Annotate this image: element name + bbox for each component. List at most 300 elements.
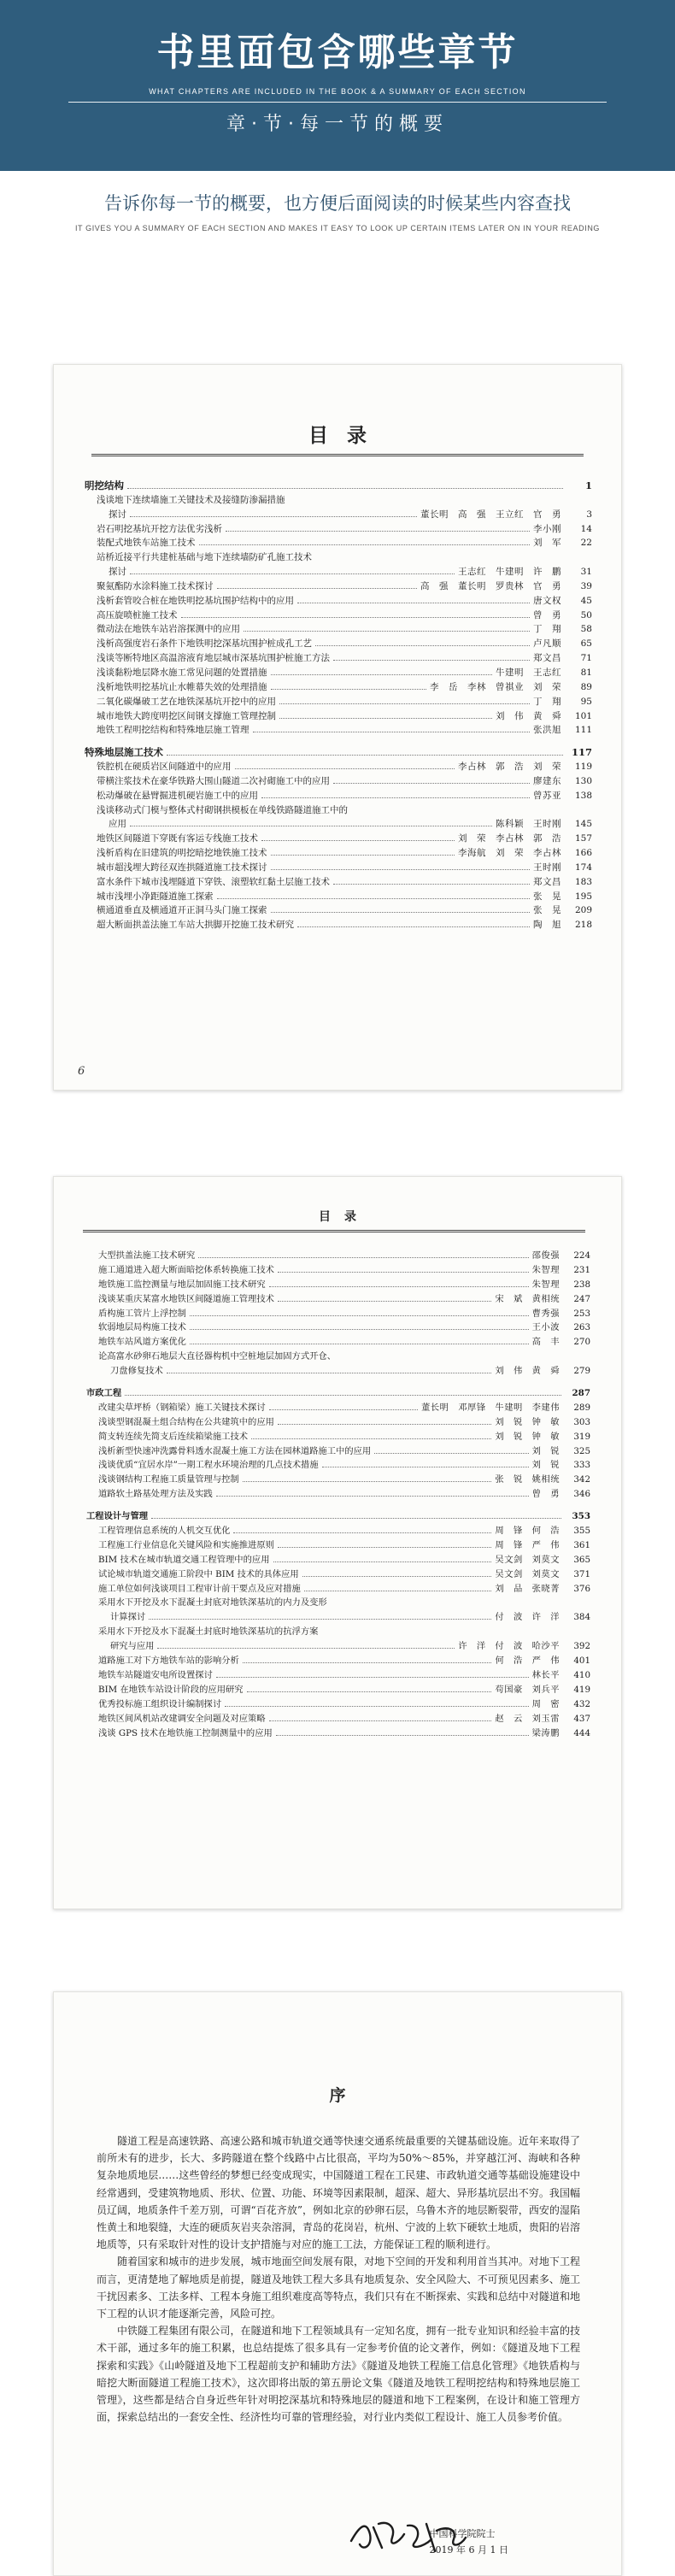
dot-leader xyxy=(243,1662,492,1663)
page-number: 289 xyxy=(573,1402,590,1413)
page-number: 444 xyxy=(573,1727,590,1738)
dot-leader xyxy=(261,840,455,841)
dot-leader xyxy=(233,1532,491,1533)
page-number: 279 xyxy=(573,1366,590,1377)
entry-title: 道路施工对下方地铁车站的影响分析 xyxy=(98,1656,239,1667)
toc-entry-row xyxy=(85,817,592,832)
toc-entry-row xyxy=(86,1726,590,1741)
page-number: 238 xyxy=(573,1279,590,1290)
dot-leader xyxy=(244,631,530,632)
toc-entry-row xyxy=(85,890,592,904)
entry-authors: 梁涛鹏 xyxy=(531,1727,560,1738)
dot-leader xyxy=(216,1677,529,1678)
entry-title: 浅谈黏粉地层降水施工常见问题的处置措施 xyxy=(97,667,267,678)
toc-entry-row xyxy=(86,1610,590,1625)
dot-leader xyxy=(217,898,531,899)
dot-leader xyxy=(151,1518,561,1519)
toc-section-row xyxy=(86,1509,590,1524)
page-number: 342 xyxy=(573,1474,590,1485)
page-number: 437 xyxy=(573,1713,590,1724)
dot-leader xyxy=(315,645,530,646)
dot-leader xyxy=(333,660,530,661)
dot-leader xyxy=(278,1547,491,1548)
dot-leader xyxy=(333,783,530,784)
entry-title: 地铁区间隧道下穿既有客运专线施工技术 xyxy=(97,833,258,844)
toc-entry-row xyxy=(85,637,592,651)
page-number: 45 xyxy=(580,595,592,606)
entry-title: 浅谈 GPS 技术在地铁施工控制测量中的应用 xyxy=(98,1727,273,1738)
entry-authors: 董长明 高 强 王立红 官 勇 xyxy=(420,509,561,520)
entry-authors: 王时刚 xyxy=(533,862,561,873)
toc-entry-row xyxy=(86,1712,590,1726)
dot-leader xyxy=(167,755,563,756)
entry-authors: 高 丰 xyxy=(531,1337,560,1348)
entry-authors: 曾苏亚 xyxy=(533,790,561,801)
entry-title: 浅谈型钢混凝土组合结构在公共建筑中的应用 xyxy=(98,1416,274,1427)
entry-title: 浅谈移动式门模与整体式村砌钢拱模板在单线铁路隧道施工中的 xyxy=(97,804,348,815)
entry-authors: 陈科颖 王时刚 xyxy=(496,819,561,830)
entry-authors: 刘 锐 xyxy=(531,1445,560,1456)
page-number: 218 xyxy=(574,920,592,931)
page-number: 195 xyxy=(574,891,592,902)
dot-leader xyxy=(225,1706,528,1707)
entry-title: 站桥近接平行共建桩基础与地下连续墙防矿孔施工技术 xyxy=(97,552,312,563)
toc-entry-row xyxy=(86,1263,590,1278)
entry-title: 浅析盾构在旧建筑的明挖暗挖地铁施工技术 xyxy=(97,848,267,859)
entry-title: 浅析地铁明挖基坑止水帷幕失效的处理措施 xyxy=(97,681,267,692)
dot-leader xyxy=(297,926,530,927)
toc-entry-row xyxy=(86,1538,590,1553)
intro-text-en: IT GIVES YOU A SUMMARY OF EACH SECTION AND MAKES IT EASY TO LOOK UP CERTAIN ITEMS LATER ON IN YOUR READING xyxy=(74,224,601,232)
entry-authors: 刘 锐 xyxy=(531,1460,560,1471)
entry-title: 浅析新型快速冲洗露骨料透水混凝土施工方法在园林道路施工中的应用 xyxy=(98,1445,372,1456)
entry-title: 大型拱盖法施工技术研究 xyxy=(98,1250,196,1261)
page-number: 419 xyxy=(573,1684,590,1695)
entry-title: 研究与应用 xyxy=(110,1641,155,1652)
toc-title: 目录 xyxy=(319,1210,370,1224)
entry-title: 微动法在地铁车站岩溶探测中的应用 xyxy=(97,624,240,635)
toc-entry-row xyxy=(86,1487,590,1502)
entry-authors: 牛建明 王志红 xyxy=(496,667,561,678)
entry-title: 改建尖草坪桥（钢箱梁）施工关键技术探讨 xyxy=(98,1402,266,1413)
entry-authors: 李小刚 xyxy=(533,523,561,534)
entry-title: 浅谈地下连续墙施工关键技术及接缝防渗漏措施 xyxy=(97,494,285,505)
entry-title: 工程管理信息系统的人机交互优化 xyxy=(98,1526,231,1537)
page-number: 183 xyxy=(574,876,592,887)
dot-leader xyxy=(216,1496,529,1497)
toc-entry-row xyxy=(85,536,592,550)
preface-paragraph: 中铁隧工程集团有限公司，在隧道和地下工程领域具有一定知名度，拥有一批专业知识和经验丰富的技术干部，通过多年的施工积累，也总结提炼了很多具有一定参考价值的论文著作，例如：《隧道及地下工程探索和实践》《山岭隧道及地下工程超前支护和辅助方法》《隧道及地铁工程施工信息化管理》《地铁盾构与暗挖大断面隧道工程施工技术》，这次即将出版的第五册论文集《隧道及地铁工程明挖结构和特殊地层施工管理》，这些都是结合自身近些年针对明挖深基坑和特殊地层的隧道和地下工程案例，在设计和施工管理方面，探索总结出的一套安全性、经济性均可靠的管理经验，对行业内类似工程设计、施工人员参考价值。 xyxy=(97,2325,580,2424)
entry-authors: 林长平 xyxy=(531,1669,560,1680)
page-number: 353 xyxy=(572,1511,590,1522)
signature-org: 中国科学院院士 xyxy=(429,2528,496,2539)
dot-leader xyxy=(181,617,531,618)
entry-authors: 丁 翔 xyxy=(533,696,561,707)
entry-authors: 丁 翔 xyxy=(533,624,561,635)
banner-title: 书里面包含哪些章节 xyxy=(156,31,519,74)
entry-title: 地铁车站隧道安电所设置探讨 xyxy=(98,1669,213,1680)
page-number: 253 xyxy=(573,1308,590,1319)
dot-leader xyxy=(271,855,455,856)
page-number: 111 xyxy=(574,725,592,736)
entry-authors: 邵俊强 xyxy=(531,1250,560,1261)
entry-title: BIM 在地铁车站设计阶段的应用研究 xyxy=(98,1684,244,1695)
entry-authors: 周 锋 严 伟 xyxy=(495,1539,560,1550)
toc-entry-row xyxy=(86,1553,590,1567)
page-number: 384 xyxy=(573,1612,590,1623)
dot-leader xyxy=(130,516,417,517)
toc-entry-row xyxy=(86,1335,590,1350)
entry-title: 施工单位如何浅谈项目工程审计前干要点及应对措施 xyxy=(98,1583,301,1594)
header-banner xyxy=(0,0,675,171)
toc-entry-row xyxy=(85,903,592,918)
dot-leader xyxy=(243,1481,492,1482)
toc-entry-row xyxy=(86,1458,590,1473)
dot-leader xyxy=(226,531,530,532)
toc-entry-row xyxy=(86,1350,590,1364)
page-number: 138 xyxy=(574,790,592,801)
toc-entry-row xyxy=(86,1639,590,1654)
dot-leader xyxy=(271,689,427,690)
toc-entry-row xyxy=(85,832,592,846)
toc-list xyxy=(85,471,592,932)
entry-title: 探讨 xyxy=(109,509,126,520)
preface-title: 序 xyxy=(329,2086,360,2105)
banner-divider xyxy=(68,102,607,103)
toc-entry-row xyxy=(86,1683,590,1697)
dot-leader xyxy=(271,912,531,913)
entry-authors: 曾 勇 xyxy=(531,1489,560,1500)
toc-entry-row xyxy=(85,774,592,789)
entry-authors: 刘 锐 钟 敏 xyxy=(495,1431,560,1442)
page-number: 333 xyxy=(573,1460,590,1471)
entry-authors: 吴文剑 刘莫文 xyxy=(495,1568,560,1579)
section-title: 特殊地层施工技术 xyxy=(85,746,163,759)
entry-authors: 李占林 郭 浩 刘 荣 xyxy=(458,762,561,773)
page-number: 209 xyxy=(574,905,592,916)
entry-title: 浅谈等断特地区高温溶液育地层城市深基坑围护桩施工方法 xyxy=(97,653,330,664)
entry-title: 试论城市轨道交通施工阶段中 BIM 技术的具体应用 xyxy=(98,1568,299,1579)
toc-entry-row xyxy=(86,1364,590,1379)
page-number: 81 xyxy=(580,667,592,678)
entry-title: 简支转连续先简支后连续箱梁施工技术 xyxy=(98,1431,249,1442)
toc-entry-row xyxy=(86,1320,590,1335)
toc-entry-row xyxy=(86,1307,590,1321)
dot-leader xyxy=(302,1576,492,1577)
entry-authors: 卢凡顺 xyxy=(533,638,561,650)
page-number: 166 xyxy=(574,848,592,859)
page-number: 287 xyxy=(572,1388,590,1399)
entry-title: 地铁区间风机站改建调安全问题及对应策略 xyxy=(98,1713,266,1724)
entry-authors: 高 强 董长明 罗贵林 官 勇 xyxy=(420,580,561,591)
entry-title: 采用水下开挖及水下混凝土封底对地铁深基坑的内力及变形 xyxy=(98,1597,327,1609)
entry-title: 计算探讨 xyxy=(110,1612,146,1623)
page-number: 95 xyxy=(580,696,592,707)
dot-leader xyxy=(217,588,418,589)
entry-title: 道路软土路基处理方法及实践 xyxy=(98,1489,213,1500)
preface-paragraph: 隧道工程是高速铁路、高速公路和城市轨道交通等快速交通系统最重要的关键基础设施。近年来取得了前所未有的进步，长大、多跨隧道在整个线路中占比很高，平均为50%～85%，并穿越江河、海峡和各种复杂地质地层……这些曾经的梦想已经变成现实，中国隧道工程在工民建、市政轨道交通等基础设施建设中经常遇到，受建筑物地质、形状、位置、功能、环境等因素限制，超深、超大、异形基坑层出不穷。我国幅员辽阔，地质条件千差万别，可谓“百花齐放”，例如北京的砂卵石层，乌鲁木齐的地层断裂带，西安的湿陷性黄土和地裂缝，大连的硬质灰岩夹杂溶洞，青岛的花岗岩，杭州、宁波的上软下硬软土地质，贵阳的岩溶地质等，只有采取针对性的设计支护措施与对应的施工工法，方能保证工程的顺利进行。 xyxy=(97,2135,580,2251)
entry-title: 探讨 xyxy=(109,567,126,578)
entry-title: 岩石明挖基坑开挖方法优劣浅析 xyxy=(97,523,222,534)
toc-entry-row xyxy=(86,1278,590,1292)
dot-leader xyxy=(279,718,492,719)
entry-title: 盾构施工管片上浮控制 xyxy=(98,1308,186,1319)
dot-leader xyxy=(157,1648,455,1649)
dot-leader xyxy=(198,1257,528,1258)
page-number: 145 xyxy=(574,819,592,830)
entry-authors: 陶 旭 xyxy=(533,920,561,931)
dot-leader xyxy=(278,1424,491,1425)
entry-title: 地铁工程明挖结构和特殊地层施工管理 xyxy=(97,725,249,736)
dot-leader xyxy=(149,1619,491,1620)
entry-authors: 张洪旭 xyxy=(533,725,561,736)
toc-entry-row xyxy=(86,1524,590,1538)
page-number: 117 xyxy=(571,746,592,759)
section-title: 工程设计与管理 xyxy=(86,1511,149,1522)
entry-title: 刀盘修复技术 xyxy=(110,1366,163,1377)
dot-leader xyxy=(279,703,530,704)
entry-title: 城市超浅埋大跨径双连拱隧道施工技术探讨 xyxy=(97,862,267,873)
toc-entry-row xyxy=(86,1430,590,1444)
page-number: 50 xyxy=(580,609,592,620)
toc-entry-row xyxy=(85,651,592,666)
entry-authors: 刘 伟 黄 舜 xyxy=(495,1366,560,1377)
entry-title: 地铁车站风道方案优化 xyxy=(98,1337,186,1348)
entry-title: 二氧化碳爆破工艺在地铁深基坑开挖中的应用 xyxy=(97,696,276,707)
toc-page-2 xyxy=(53,1176,622,1909)
entry-title: 浅谈某重庆某富水地铁区间隧道施工管理技术 xyxy=(98,1293,274,1304)
banner-subtitle-en: WHAT CHAPTERS ARE INCLUDED IN THE BOOK & A SUMMARY OF EACH SECTION xyxy=(149,87,526,96)
entry-authors: 朱智理 xyxy=(531,1279,560,1290)
dot-leader xyxy=(333,884,530,885)
dot-leader xyxy=(271,869,531,870)
dot-leader xyxy=(125,1395,561,1396)
entry-title: 城市浅埋小净距隧道施工探索 xyxy=(97,891,214,902)
entry-authors: 王志红 牛建明 许 鹏 xyxy=(458,567,561,578)
toc-entry-row xyxy=(85,579,592,594)
toc-title: 目录 xyxy=(308,424,385,447)
entry-authors: 宋 斌 黄相统 xyxy=(495,1293,560,1304)
dot-leader xyxy=(235,768,455,769)
toc-entry-row xyxy=(86,1444,590,1459)
page-number: 58 xyxy=(580,624,592,635)
entry-title: 软弱地层局构施工技术 xyxy=(98,1322,186,1333)
page-number: 31 xyxy=(580,567,592,578)
entry-title: 超大断面拱盖法施工车站大拱脚开挖施工技术研究 xyxy=(97,920,294,931)
signature-date: 2019 年 6 月 1 日 xyxy=(429,2544,508,2555)
toc-entry-row xyxy=(86,1292,590,1307)
page-number: 325 xyxy=(573,1445,590,1456)
entry-authors: 付 波 许 洋 xyxy=(495,1612,560,1623)
page-number: 224 xyxy=(573,1250,590,1261)
toc-list xyxy=(86,1249,590,1740)
toc-entry-row xyxy=(85,861,592,875)
entry-title: 采用水下开挖及水下混凝土封底时地铁深基坑的抗浮方案 xyxy=(98,1626,319,1638)
dot-leader xyxy=(374,1453,528,1454)
entry-authors: 刘 品 张晓菁 xyxy=(495,1583,560,1594)
toc-entry-row xyxy=(86,1582,590,1597)
dot-leader xyxy=(269,1409,418,1410)
entry-title: 地铁施工监控测量与地层加固施工技术研究 xyxy=(98,1279,266,1290)
toc-entry-row xyxy=(85,875,592,890)
toc-entry-row xyxy=(85,508,592,522)
entry-authors: 曾 勇 xyxy=(533,609,561,620)
dot-leader xyxy=(278,1301,491,1302)
toc-entry-row xyxy=(85,565,592,579)
entry-title: 带横注浆技术在豪华铁路大围山隧道二次衬砌施工中的应用 xyxy=(97,775,330,786)
toc-entry-row xyxy=(86,1596,590,1610)
page-number: 101 xyxy=(574,710,592,721)
toc-entry-row xyxy=(85,609,592,623)
entry-title: 应用 xyxy=(109,819,126,830)
entry-authors: 郑文昌 xyxy=(533,876,561,887)
toc-section-row xyxy=(86,1386,590,1401)
entry-title: 铁腔机在硬质岩区间隧道中的应用 xyxy=(97,762,232,773)
toc-entry-row xyxy=(86,1668,590,1683)
dot-leader xyxy=(269,1720,492,1721)
entry-authors: 苟国豪 刘兵平 xyxy=(495,1684,560,1695)
dot-leader xyxy=(273,1561,492,1562)
toc-entry-row xyxy=(86,1473,590,1487)
dot-leader xyxy=(276,1735,529,1736)
banner-subtitle: 章·节·每一节的概要 xyxy=(226,114,449,135)
toc-section-row xyxy=(85,479,592,493)
preface-paragraph: 随着国家和城市的进步发展，城市地面空间发展有限，对地下空间的开发和利用首当其冲。对地下工程而言，更清楚地了解地质是前提，隧道及地铁工程大多具有地质复杂、安全风险大、不可预见因素多、施工干扰因素多、工法多样、工程本身施工组织难度高等特点，我们只有在不断探索、实践和总结中对隧道和地下工程的认识才能逐渐完善，风险可控。 xyxy=(97,2255,580,2320)
page-number: 319 xyxy=(573,1431,590,1442)
entry-title: 浅谈钢结构工程施工质量管理与控制 xyxy=(98,1474,239,1485)
intro-text: 告诉你每一节的概要，也方便后面阅读的时候某些内容查找 xyxy=(104,193,571,214)
page-number: 22 xyxy=(580,538,592,549)
page-number: 270 xyxy=(573,1337,590,1348)
page-number: 39 xyxy=(580,580,592,591)
entry-authors: 刘 荣 李占林 郭 浩 xyxy=(458,833,561,844)
page-number: 174 xyxy=(574,862,592,873)
toc-entry-row xyxy=(85,622,592,637)
toc-entry-row xyxy=(85,846,592,861)
dot-leader xyxy=(251,1438,491,1439)
title-rule xyxy=(83,1230,585,1232)
toc-entry-row xyxy=(85,723,592,738)
page-number: 157 xyxy=(574,833,592,844)
page-number: 263 xyxy=(573,1322,590,1333)
entry-title: 优秀投标施工组织设计编制探讨 xyxy=(98,1698,222,1709)
toc-entry-row xyxy=(86,1625,590,1639)
toc-entry-row xyxy=(85,695,592,709)
page-number: 303 xyxy=(573,1416,590,1427)
dot-leader xyxy=(130,573,455,574)
dot-leader xyxy=(269,1286,529,1287)
toc-entry-row xyxy=(86,1567,590,1582)
toc-entry-row xyxy=(85,594,592,609)
dot-leader xyxy=(190,1329,529,1330)
toc-entry-row xyxy=(86,1249,590,1263)
toc-entry-row xyxy=(85,493,592,508)
dot-leader xyxy=(190,1315,529,1316)
entry-title: 高压旋喷桩施工技术 xyxy=(97,609,178,620)
page-number: 432 xyxy=(573,1698,590,1709)
page-number: 65 xyxy=(580,638,592,650)
preface-body xyxy=(97,2132,580,2426)
toc-entry-row xyxy=(86,1654,590,1668)
toc-entry-row xyxy=(85,760,592,774)
page-number: 3 xyxy=(586,509,592,520)
entry-authors: 周 密 xyxy=(531,1698,560,1709)
entry-title: 富水条件下城市浅埋隧道下穿铁、滚塑软红黏土层施工技术 xyxy=(97,876,330,887)
toc-section-row xyxy=(85,745,592,760)
entry-authors: 赵 云 刘玉雷 xyxy=(495,1713,560,1724)
page-number: 71 xyxy=(580,653,592,664)
section-title: 明挖结构 xyxy=(85,479,124,491)
page-number: 401 xyxy=(573,1656,590,1667)
dot-leader xyxy=(199,544,531,545)
page-number: 130 xyxy=(574,775,592,786)
dot-leader xyxy=(127,488,563,489)
entry-authors: 刘 锐 钟 敏 xyxy=(495,1416,560,1427)
title-rule xyxy=(91,454,584,456)
entry-authors: 廖建东 xyxy=(533,775,561,786)
entry-authors: 刘 军 xyxy=(533,538,561,549)
page-number: 410 xyxy=(573,1669,590,1680)
entry-title: 论高富水砂卵石地层大直径器构机中空桩地层加固方式开仓、 xyxy=(98,1351,337,1362)
preface-page xyxy=(53,1991,622,2576)
entry-authors: 张 锐 姚相统 xyxy=(495,1474,560,1485)
page-number: 247 xyxy=(573,1293,590,1304)
entry-authors: 王小波 xyxy=(531,1322,560,1333)
toc-entry-row xyxy=(85,550,592,565)
page-number: 361 xyxy=(573,1539,590,1550)
page-number: 355 xyxy=(573,1526,590,1537)
toc-entry-row xyxy=(85,666,592,680)
section-title: 市政工程 xyxy=(86,1388,122,1399)
entry-authors: 郑文昌 xyxy=(533,653,561,664)
entry-authors: 刘 伟 黄 舜 xyxy=(496,710,561,721)
entry-title: 装配式地铁车站施工技术 xyxy=(97,538,196,549)
page-number: 371 xyxy=(573,1568,590,1579)
entry-authors: 吴文剑 刘莫文 xyxy=(495,1554,560,1565)
entry-authors: 李 岳 李林 曾祺业 刘 荣 xyxy=(430,681,561,692)
page-number: 392 xyxy=(573,1641,590,1652)
entry-authors: 曹秀强 xyxy=(531,1308,560,1319)
toc-entry-row xyxy=(85,522,592,537)
toc-page-1 xyxy=(53,364,622,1091)
entry-authors: 张 晃 xyxy=(533,905,561,916)
dot-leader xyxy=(247,1691,492,1692)
entry-title: 城市地铁大跨度明挖区间钢支撑施工管理控制 xyxy=(97,710,276,721)
page-number: 6 xyxy=(78,1065,85,1078)
page-number: 231 xyxy=(573,1264,590,1275)
dot-leader xyxy=(261,797,530,798)
page-number: 14 xyxy=(580,523,592,534)
toc-entry-row xyxy=(85,680,592,695)
toc-entry-row xyxy=(86,1401,590,1415)
page-number: 119 xyxy=(574,762,592,773)
page-number: 1 xyxy=(584,479,592,491)
entry-title: 浅析套管咬合桩在地铁明挖基坑围护结构中的应用 xyxy=(97,595,294,606)
entry-title: 聚氨酯防水涂料施工技术探讨 xyxy=(97,580,214,591)
entry-title: 浅析高强度岩石条件下地铁明挖深基坑围护桩成孔工艺 xyxy=(97,638,312,650)
page-number: 89 xyxy=(580,681,592,692)
entry-authors: 朱智理 xyxy=(531,1264,560,1275)
entry-authors: 唐文权 xyxy=(533,595,561,606)
entry-title: 横通道垂直及横通道开正洞马头门施工探索 xyxy=(97,905,267,916)
entry-title: 松动爆破在悬臂掘进机硬岩施工中的应用 xyxy=(97,790,258,801)
entry-authors: 张 晃 xyxy=(533,891,561,902)
toc-entry-row xyxy=(85,803,592,818)
page-number: 346 xyxy=(573,1489,590,1500)
toc-entry-row xyxy=(85,789,592,803)
entry-authors: 李海航 刘 荣 李占林 xyxy=(458,848,561,859)
entry-authors: 董长明 邓厚锋 牛建明 李建伟 xyxy=(421,1402,560,1413)
